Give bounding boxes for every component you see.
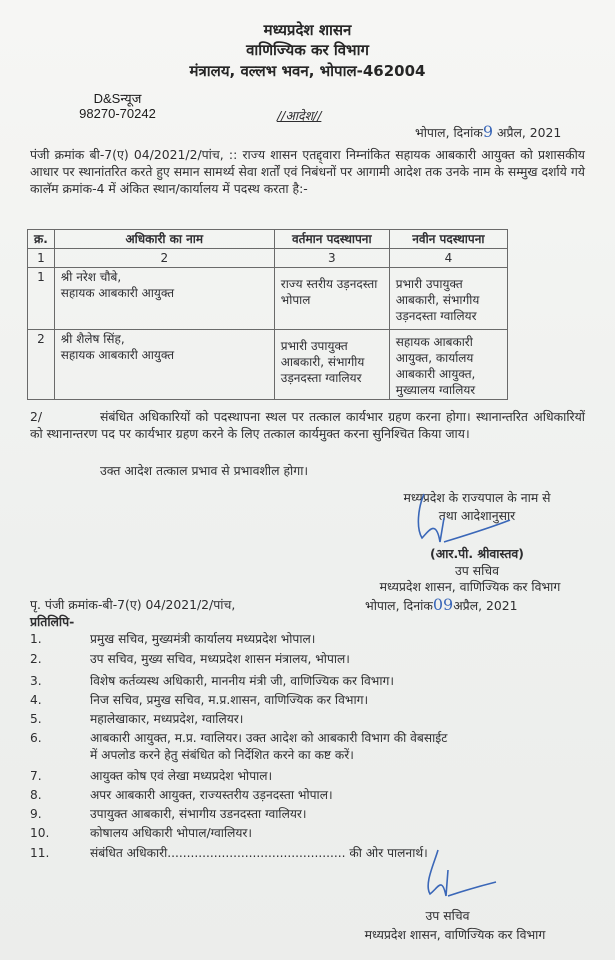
signatory-department: मध्यप्रदेश शासन, वाणिज्यिक कर विभाग — [379, 579, 561, 594]
item-text: निज सचिव, प्रमुख सचिव, म.प्र.शासन, वाणिज्यिक कर विभाग। — [90, 693, 369, 707]
para2-number: 2/ — [30, 409, 43, 424]
row-new-posting: प्रभारी उपायुक्त आबकारी, संभागीय उड़नदस्ता ग्वालियर — [389, 268, 507, 330]
col-header-officer-name: अधिकारी का नाम — [54, 230, 274, 249]
item-number: 2. — [30, 652, 42, 666]
item-text: संबंधित अधिकारी.............................................. की ओर पालनार्थ। — [90, 846, 428, 860]
copy-list-item — [30, 825, 252, 841]
watermark-phone: 98270-70242 — [79, 106, 156, 121]
copy-list-item — [30, 651, 350, 667]
item-number: 5. — [30, 712, 42, 726]
copy-list-item — [30, 631, 315, 647]
paragraph-2 — [30, 408, 585, 442]
copy-list-item — [30, 787, 333, 803]
item-number: 9. — [30, 807, 42, 821]
order-authority-line: तथा आदेशानुसार — [438, 508, 516, 523]
copy-to-label: प्रतिलिपि- — [30, 614, 75, 629]
item-text: उपायुक्त आबकारी, संभागीय उडनदस्ता ग्वालियर। — [90, 807, 307, 821]
copy-list-item-continued: में अपलोड करने हेतु संबंधित को निर्देशित करने का कष्ट करें। — [90, 748, 354, 762]
para2-text: संबंधित अधिकारियों को पदस्थापना स्थल पर तत्काल कार्यभार ग्रहण करना होगा। स्थानान्तरित अधिकारियों को स्थानान्तरण पद पर कार्यभार ग्रहण करने के लिए तत्काल कार्यमुक्त करना सुनिश्चित किया जाय। — [30, 409, 585, 441]
table-header-row — [28, 230, 508, 249]
order-title: //आदेश// — [277, 108, 322, 123]
endorsement-sign-department: मध्यप्रदेश शासन, वाणिज्यिक कर विभाग — [364, 927, 546, 942]
item-text: महालेखाकार, मध्यप्रदेश, ग्वालियर। — [90, 712, 244, 726]
endorsement-date-suffix: अप्रैल, 2021 — [453, 598, 518, 613]
row-current-posting: प्रभारी उपायुक्त आबकारी, संभागीय उड़नदस्ता ग्वालियर — [274, 330, 389, 400]
row-officer — [54, 268, 274, 330]
row-new-posting: सहायक आबकारी आयुक्त, कार्यालय आबकारी आयुक्त, मुख्यालय ग्वालियर — [389, 330, 507, 400]
row-officer — [54, 330, 274, 400]
signatory-name: (आर.पी. श्रीवास्तव) — [430, 546, 524, 561]
col-header-sno: क्र. — [28, 230, 55, 249]
item-text: कोषालय अधिकारी भोपाल/ग्वालियर। — [90, 826, 253, 840]
endorsement-date-prefix: भोपाल, दिनांक — [365, 598, 433, 613]
officer-name: श्री शैलेष सिंह, — [60, 332, 125, 346]
item-number: 4. — [30, 693, 42, 707]
row-current-posting: राज्य स्तरीय उड़नदस्ता भोपाल — [274, 268, 389, 330]
col-number: 1 — [28, 249, 55, 268]
officer-name: श्री नरेश चौबे, — [60, 270, 122, 284]
col-number: 4 — [389, 249, 507, 268]
copy-list-item — [30, 711, 243, 727]
handwritten-date: 09 — [432, 595, 454, 614]
item-number: 11. — [30, 846, 50, 860]
transfer-table — [27, 229, 508, 400]
item-number: 8. — [30, 788, 42, 802]
item-text: आयुक्त कोष एवं लेखा मध्यप्रदेश भोपाल। — [90, 769, 273, 783]
effect-statement: उक्त आदेश तत्काल प्रभाव से प्रभावशील होगा। — [100, 463, 309, 478]
watermark-news-name: D&Sन्यूज — [93, 91, 142, 106]
item-text: अपर आबकारी आयुक्त, राज्यस्तरीय उड़नदस्ता भोपाल। — [90, 788, 333, 802]
item-text: प्रमुख सचिव, मुख्यमंत्री कार्यालय मध्यप्रदेश भोपाल। — [90, 632, 316, 646]
item-number: 6. — [30, 731, 42, 745]
endorsement-ref: पृ. पंजी क्रमांक-बी-7(ए) 04/2021/2/पांच, — [30, 597, 236, 612]
table-row — [28, 330, 508, 400]
copy-list-item — [30, 692, 368, 708]
col-number: 2 — [54, 249, 274, 268]
signature-icon — [420, 848, 500, 910]
row-sno: 2 — [28, 330, 55, 400]
col-header-current-posting: वर्तमान पदस्थापना — [274, 230, 389, 249]
date-suffix: अप्रैल, 2021 — [496, 125, 562, 140]
officer-designation: सहायक आबकारी आयुक्त — [60, 348, 175, 362]
copy-list-item — [30, 806, 307, 822]
item-number: 1. — [30, 632, 42, 646]
item-text: विशेष कर्तव्यस्थ अधिकारी, माननीय मंत्री जी, वाणिज्यिक कर विभाग। — [90, 674, 394, 688]
table-column-number-row — [28, 249, 508, 268]
header-address: मंत्रालय, वल्लभ भवन, भोपाल-462004 — [189, 62, 426, 80]
header-department: वाणिज्यिक कर विभाग — [246, 41, 369, 59]
col-number: 3 — [274, 249, 389, 268]
order-date — [415, 123, 561, 141]
copy-list-item — [30, 768, 272, 784]
item-text: उप सचिव, मुख्य सचिव, मध्यप्रदेश शासन मंत्रालय, भोपाल। — [90, 652, 350, 666]
item-number: 7. — [30, 769, 42, 783]
endorsement-date — [365, 596, 518, 614]
row-sno: 1 — [28, 268, 55, 330]
handwritten-day: 9 — [482, 122, 494, 141]
date-prefix: भोपाल, दिनांक — [415, 125, 483, 140]
copy-list-item — [30, 673, 394, 689]
officer-designation: सहायक आबकारी आयुक्त — [60, 286, 175, 300]
signature-icon — [410, 488, 520, 548]
intro-paragraph: पंजी क्रमांक बी-7(ए) 04/2021/2/पांच, :: राज्य शासन एतद्द्वारा निम्नांकित सहायक आबकारी आयुक्त को प्रशासकीय आधार पर स्थानांतरित करते हुए समान सामर्थ्य सेवा शर्तों एवं निबंधनों पर आगामी आदेश तक उनके नाम के सम्मुख दर्शाये गये कालॅम क्रमांक-4 में अंकित स्थान/कार्यालय में पदस्थ करता है:- — [30, 147, 585, 196]
signatory-designation: उप सचिव — [454, 563, 500, 578]
table-row — [28, 268, 508, 330]
copy-list-item — [30, 730, 447, 746]
item-number: 10. — [30, 826, 50, 840]
col-header-new-posting: नवीन पदस्थापना — [389, 230, 507, 249]
item-number: 3. — [30, 674, 42, 688]
header-state-government: मध्यप्रदेश शासन — [263, 21, 352, 39]
copy-list-item — [30, 845, 428, 861]
item-text: आबकारी आयुक्त, म.प्र. ग्वालियर। उक्त आदेश को आबकारी विभाग की वेबसाईट — [90, 731, 448, 745]
endorsement-sign-designation: उप सचिव — [425, 908, 470, 923]
governor-name-line: मध्यप्रदेश के राज्यपाल के नाम से — [403, 490, 551, 505]
